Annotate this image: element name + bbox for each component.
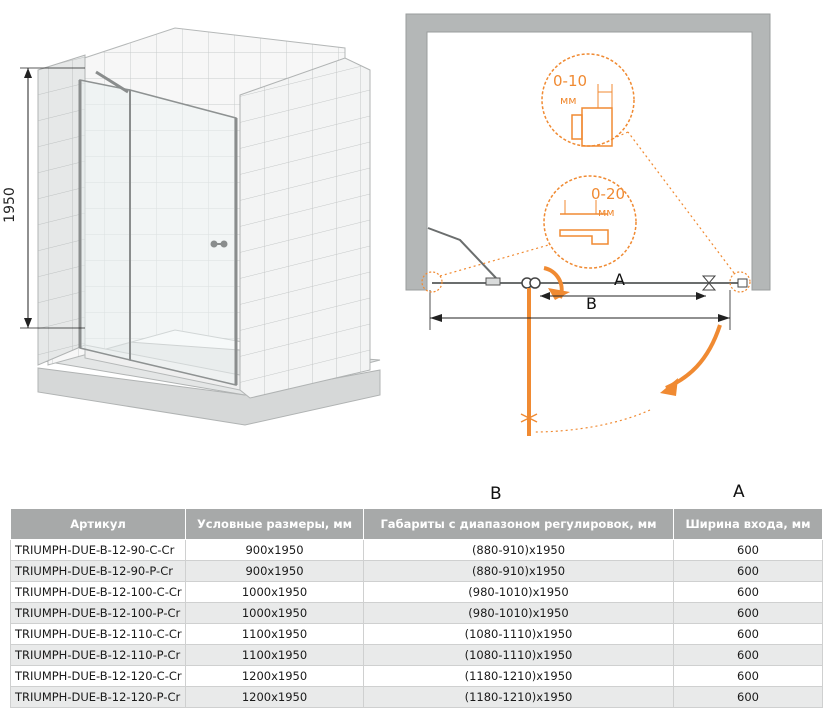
cell-nominal-size: 1200x1950 [186, 666, 364, 687]
cell-article: TRIUMPH-DUE-B-12-100-C-Cr [11, 582, 186, 603]
spec-table [10, 508, 823, 708]
cell-entry-width: 600 [674, 666, 823, 687]
cell-article: TRIUMPH-DUE-B-12-90-P-Cr [11, 561, 186, 582]
col-header-nominal-size: Условные размеры, мм [186, 509, 364, 540]
column-marker-a: A [733, 482, 745, 502]
cell-nominal-size: 1100x1950 [186, 624, 364, 645]
fixed-glass-panel [80, 80, 130, 360]
cell-article: TRIUMPH-DUE-B-12-120-C-Cr [11, 666, 186, 687]
cell-nominal-size: 900x1950 [186, 561, 364, 582]
left-wall [38, 55, 85, 365]
adjustment-detail-top [542, 54, 634, 146]
cell-nominal-size: 1200x1950 [186, 687, 364, 708]
cell-adjust-range: (1180-1210)x1950 [364, 666, 674, 687]
dimension-a-label: A [614, 270, 625, 289]
dimension-b-label: B [586, 294, 597, 313]
cell-entry-width: 600 [674, 540, 823, 561]
col-header-adjust-range: Габариты с диапазоном регулировок, мм [364, 509, 674, 540]
column-marker-b: B [490, 484, 502, 504]
cell-adjust-range: (1180-1210)x1950 [364, 687, 674, 708]
cell-entry-width: 600 [674, 624, 823, 645]
adjust-top-range: 0-10 [553, 72, 588, 90]
cell-adjust-range: (880-910)x1950 [364, 540, 674, 561]
shower-3d-view [2, 28, 380, 425]
cell-adjust-range: (1080-1110)x1950 [364, 624, 674, 645]
cell-nominal-size: 900x1950 [186, 540, 364, 561]
cell-article: TRIUMPH-DUE-B-12-110-C-Cr [11, 624, 186, 645]
table-row [11, 561, 823, 582]
col-header-article: Артикул [11, 509, 186, 540]
cell-entry-width: 600 [674, 561, 823, 582]
cell-article: TRIUMPH-DUE-B-12-120-P-Cr [11, 687, 186, 708]
cell-entry-width: 600 [674, 645, 823, 666]
table-row [11, 645, 823, 666]
cell-nominal-size: 1000x1950 [186, 582, 364, 603]
table-row [11, 582, 823, 603]
cell-nominal-size: 1100x1950 [186, 645, 364, 666]
top-view-plan [406, 14, 770, 436]
table-row [11, 666, 823, 687]
cell-article: TRIUMPH-DUE-B-12-100-P-Cr [11, 603, 186, 624]
cell-article: TRIUMPH-DUE-B-12-90-C-Cr [11, 540, 186, 561]
cell-nominal-size: 1000x1950 [186, 603, 364, 624]
cell-entry-width: 600 [674, 582, 823, 603]
cell-entry-width: 600 [674, 687, 823, 708]
adjust-top-unit: мм [560, 94, 577, 107]
table-row [11, 540, 823, 561]
table-row [11, 603, 823, 624]
col-header-entry-width: Ширина входа, мм [674, 509, 823, 540]
cell-adjust-range: (980-1010)x1950 [364, 603, 674, 624]
adjust-mid-unit: мм [598, 206, 615, 219]
table-row [11, 687, 823, 708]
cell-adjust-range: (980-1010)x1950 [364, 582, 674, 603]
table-header-row [11, 509, 823, 540]
cell-adjust-range: (1080-1110)x1950 [364, 645, 674, 666]
table-row [11, 624, 823, 645]
cell-adjust-range: (880-910)x1950 [364, 561, 674, 582]
right-wall [240, 58, 370, 398]
cell-article: TRIUMPH-DUE-B-12-110-P-Cr [11, 645, 186, 666]
adjust-mid-range: 0-20 [591, 185, 626, 203]
height-label: 1950 [2, 187, 18, 223]
door-glass-panel [130, 90, 236, 385]
cell-entry-width: 600 [674, 603, 823, 624]
